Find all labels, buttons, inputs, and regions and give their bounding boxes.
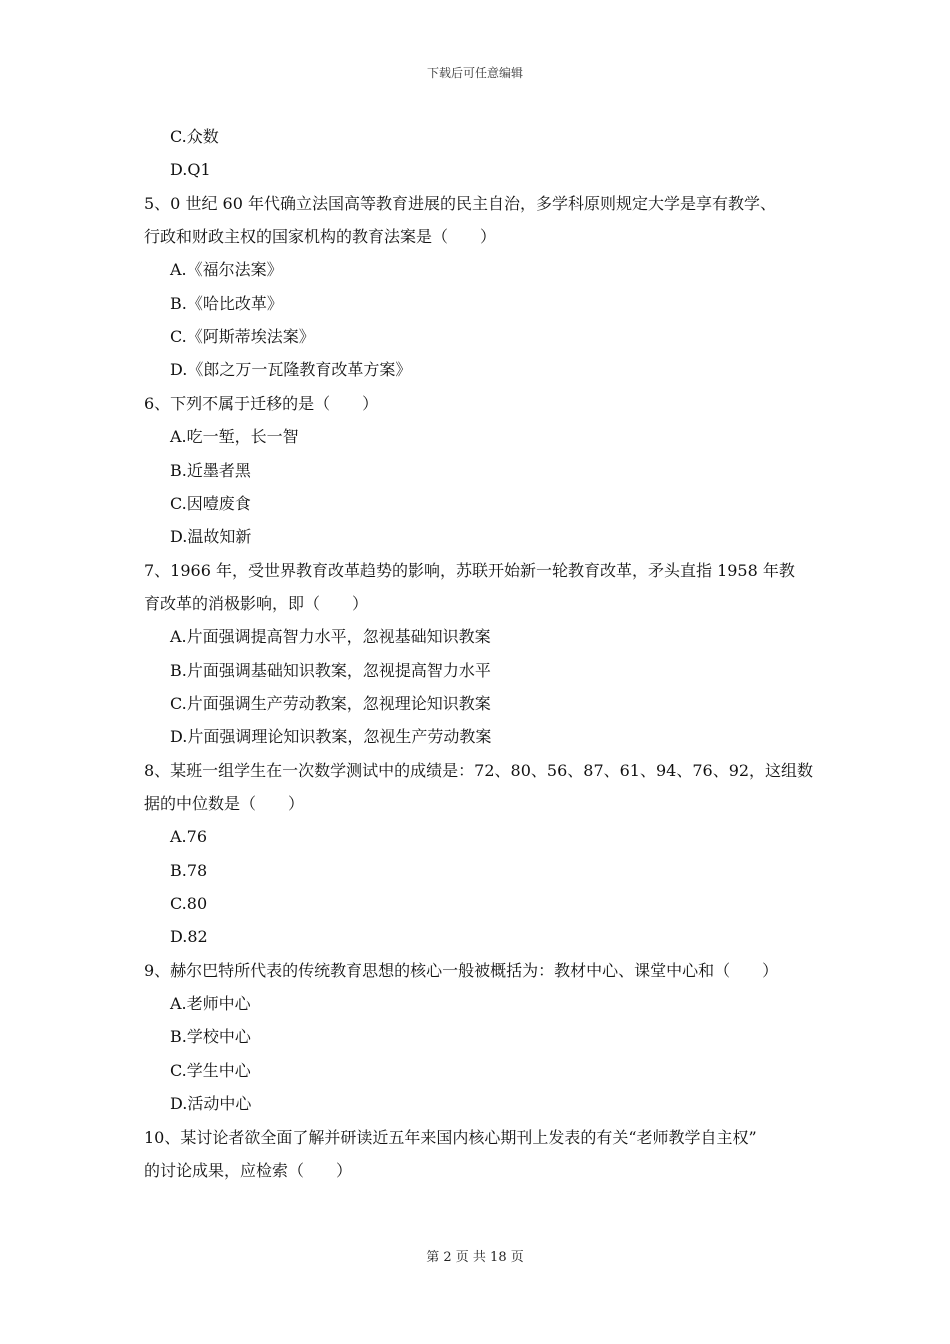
question-text: 10、某讨论者欲全面了解并研读近五年来国内核心期刊上发表的有关“老师教学自主权”	[144, 1127, 757, 1147]
answer-option: B.《哈比改革》	[170, 293, 283, 313]
question-text: 8、某班一组学生在一次数学测试中的成绩是：72、80、56、87、61、94、76、92，这组数	[144, 760, 814, 780]
answer-option: A.《福尔法案》	[170, 260, 283, 280]
answer-option: D.82	[170, 927, 208, 947]
answer-option: C.片面强调生产劳动教案，忽视理论知识教案	[170, 693, 491, 713]
answer-option: B.片面强调基础知识教案，忽视提高智力水平	[170, 660, 491, 680]
answer-option: C.众数	[170, 127, 219, 146]
answer-option: C.学生中心	[170, 1060, 251, 1080]
answer-option: A.老师中心	[170, 994, 251, 1014]
question-text: 5、0 世纪 60 年代确立法国高等教育进展的民主自治，多学科原则规定大学是享有教学、	[144, 193, 776, 213]
answer-option: D.《郎之万一瓦隆教育改革方案》	[170, 360, 412, 380]
answer-option: B.学校中心	[170, 1027, 251, 1047]
answer-option: A.76	[170, 827, 207, 847]
answer-option: C.因噎废食	[170, 493, 251, 513]
answer-option: B.近墨者黑	[170, 460, 251, 480]
answer-option: A.吃一堑，长一智	[170, 427, 299, 447]
answer-option: A.片面强调提高智力水平，忽视基础知识教案	[170, 627, 491, 647]
answer-option: C.80	[170, 894, 208, 914]
question-text-continued: 的讨论成果，应检索（ ）	[144, 1160, 353, 1180]
question-text-continued: 据的中位数是（ ）	[144, 794, 305, 813]
answer-option: D.温故知新	[170, 527, 252, 547]
answer-option: D.活动中心	[170, 1094, 252, 1114]
question-text: 9、赫尔巴特所代表的传统教育思想的核心一般被概括为：教材中心、课堂中心和（ ）	[144, 960, 779, 980]
answer-option: D.片面强调理论知识教案，忽视生产劳动教案	[170, 727, 492, 747]
answer-option: B.78	[170, 860, 208, 880]
page-footer: 第 2 页 共 18 页	[426, 1250, 524, 1265]
answer-option: C.《阿斯蒂埃法案》	[170, 327, 315, 347]
question-text-continued: 行政和财政主权的国家机构的教育法案是（ ）	[144, 227, 497, 247]
question-text: 7、1966 年，受世界教育改革趋势的影响，苏联开始新一轮教育改革，矛头直指 1958 年教	[144, 560, 795, 580]
question-text-continued: 育改革的消极影响，即（ ）	[144, 593, 369, 613]
page-header: 下载后可任意编辑	[426, 66, 523, 80]
answer-option: D.Q1	[170, 160, 211, 180]
question-text: 6、下列不属于迁移的是（ ）	[144, 393, 379, 413]
